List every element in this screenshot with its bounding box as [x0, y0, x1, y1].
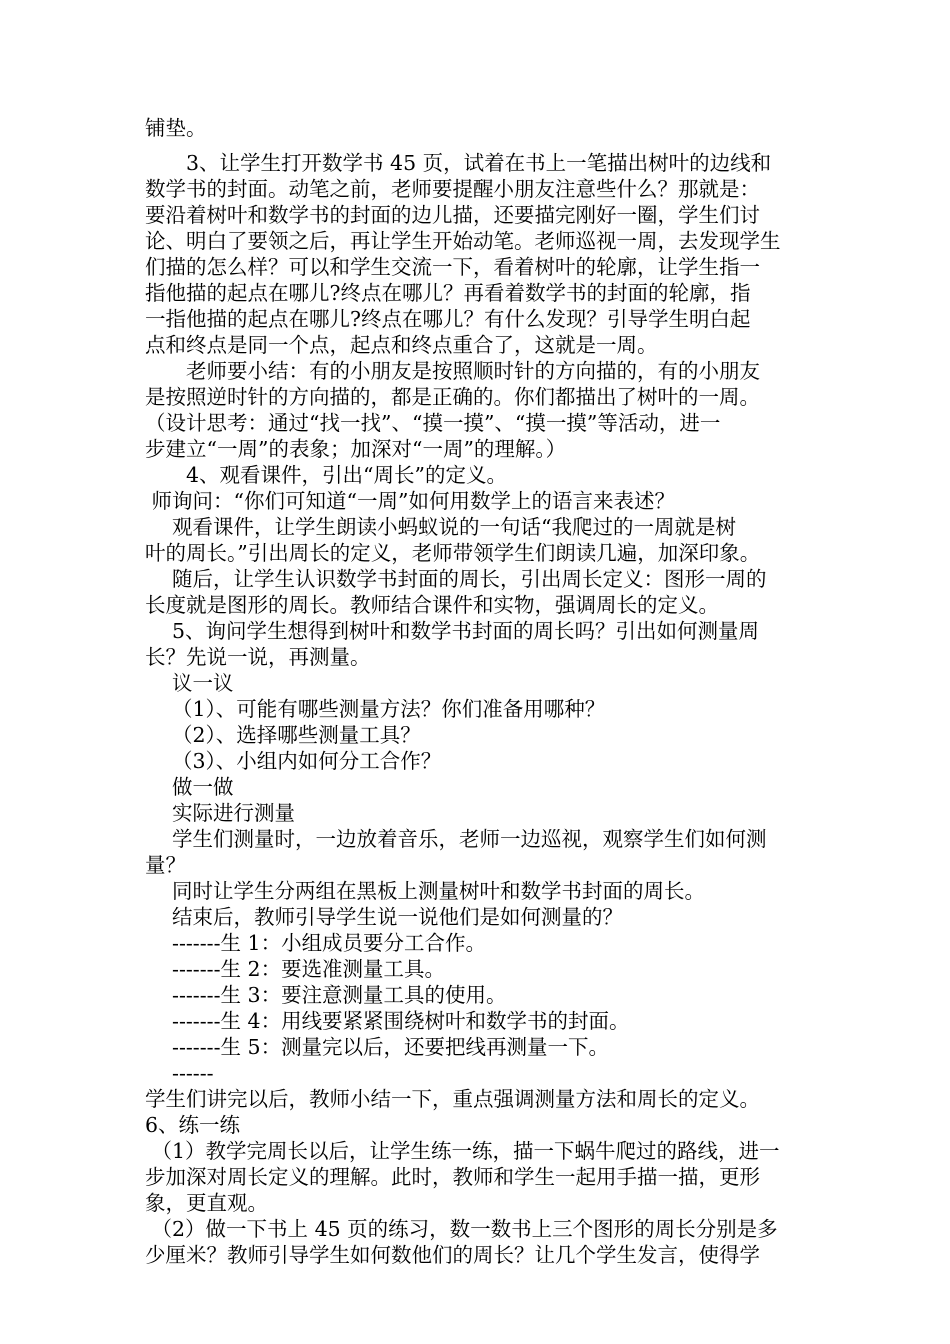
text-line: 做一做 — [145, 775, 234, 799]
text-line: 少厘米？教师引导学生如何数他们的周长？让几个学生发言，使得学 — [145, 1243, 760, 1267]
text-line: 同时让学生分两组在黑板上测量树叶和数学书封面的周长。 — [145, 879, 706, 903]
text-line: （2）、选择哪些测量工具？ — [145, 723, 421, 747]
text-line: 步加深对周长定义的理解。此时，教师和学生一起用手描一描，更形 — [145, 1165, 760, 1189]
text-line: -------生 3：要注意测量工具的使用。 — [145, 983, 507, 1007]
text-line: 铺垫。 — [145, 116, 207, 140]
text-line: 一指他描的起点在哪儿?终点在哪儿？有什么发现？引导学生明白起 — [145, 307, 751, 331]
text-line: （1）、可能有哪些测量方法？你们准备用哪种？ — [145, 697, 606, 721]
text-line: 实际进行测量 — [145, 801, 296, 825]
text-line: 论、明白了要领之后，再让学生开始动笔。老师巡视一周，去发现学生 — [145, 229, 781, 253]
text-line: 议一议 — [145, 671, 234, 695]
text-line: 要沿着树叶和数学书的封面的边儿描，还要描完刚好一圈，学生们讨 — [145, 203, 760, 227]
text-line: 师询问：“你们可知道“一周”如何用数学上的语言来表述？ — [145, 489, 675, 513]
text-line: 象，更直观。 — [145, 1191, 268, 1215]
text-line: 点和终点是同一个点，起点和终点重合了，这就是一周。 — [145, 333, 658, 357]
text-line: 长度就是图形的周长。教师结合课件和实物，强调周长的定义。 — [145, 593, 719, 617]
text-line: 们描的怎么样？可以和学生交流一下，看着树叶的轮廓，让学生指一 — [145, 255, 760, 279]
text-line: （设计思考：通过“找一找”、“摸一摸”、“摸一摸”等活动，进一 — [145, 411, 721, 435]
text-line: 3、让学生打开数学书 45 页，试着在书上一笔描出树叶的边线和 — [145, 151, 772, 175]
text-line: 4、观看课件，引出“周长”的定义。 — [145, 463, 508, 487]
text-line: 5、询问学生想得到树叶和数学书封面的周长吗？引出如何测量周 — [145, 619, 760, 643]
text-line: 是按照逆时针的方向描的，都是正确的。你们都描出了树叶的一周。 — [145, 385, 760, 409]
text-line: ------ — [145, 1061, 214, 1085]
text-line: 学生们讲完以后，教师小结一下，重点强调测量方法和周长的定义。 — [145, 1087, 760, 1111]
text-line: （1）教学完周长以后，让学生练一练，描一下蜗牛爬过的路线，进一 — [145, 1139, 780, 1163]
text-line: 老师要小结：有的小朋友是按照顺时针的方向描的，有的小朋友 — [145, 359, 760, 383]
text-line: -------生 1：小组成员要分工合作。 — [145, 931, 487, 955]
text-line: （3）、小组内如何分工合作？ — [145, 749, 442, 773]
text-line: 叶的周长。”引出周长的定义，老师带领学生们朗读几遍，加深印象。 — [145, 541, 761, 565]
text-line: （2）做一下书上 45 页的练习，数一数书上三个图形的周长分别是多 — [145, 1217, 778, 1241]
text-line: 随后，让学生认识数学书封面的周长，引出周长定义：图形一周的 — [145, 567, 767, 591]
text-line: 结束后，教师引导学生说一说他们是如何测量的？ — [145, 905, 624, 929]
text-line: 指他描的起点在哪儿?终点在哪儿？再看着数学书的封面的轮廓，指 — [145, 281, 751, 305]
text-line: -------生 5：测量完以后，还要把线再测量一下。 — [145, 1035, 610, 1059]
text-line: 量？ — [145, 853, 186, 877]
text-line: -------生 4：用线要紧紧围绕树叶和数学书的封面。 — [145, 1009, 630, 1033]
text-line: 长？先说一说，再测量。 — [145, 645, 371, 669]
text-line: 步建立“一周”的表象；加深对“一周”的理解。） — [145, 437, 567, 461]
text-line: 6、练一练 — [145, 1113, 241, 1137]
text-line: 观看课件，让学生朗读小蚂蚁说的一句话“我爬过的一周就是树 — [145, 515, 736, 539]
text-line: 数学书的封面。动笔之前，老师要提醒小朋友注意些什么？那就是： — [145, 177, 760, 201]
text-line: -------生 2：要选准测量工具。 — [145, 957, 446, 981]
text-line: 学生们测量时，一边放着音乐，老师一边巡视，观察学生们如何测 — [145, 827, 767, 851]
